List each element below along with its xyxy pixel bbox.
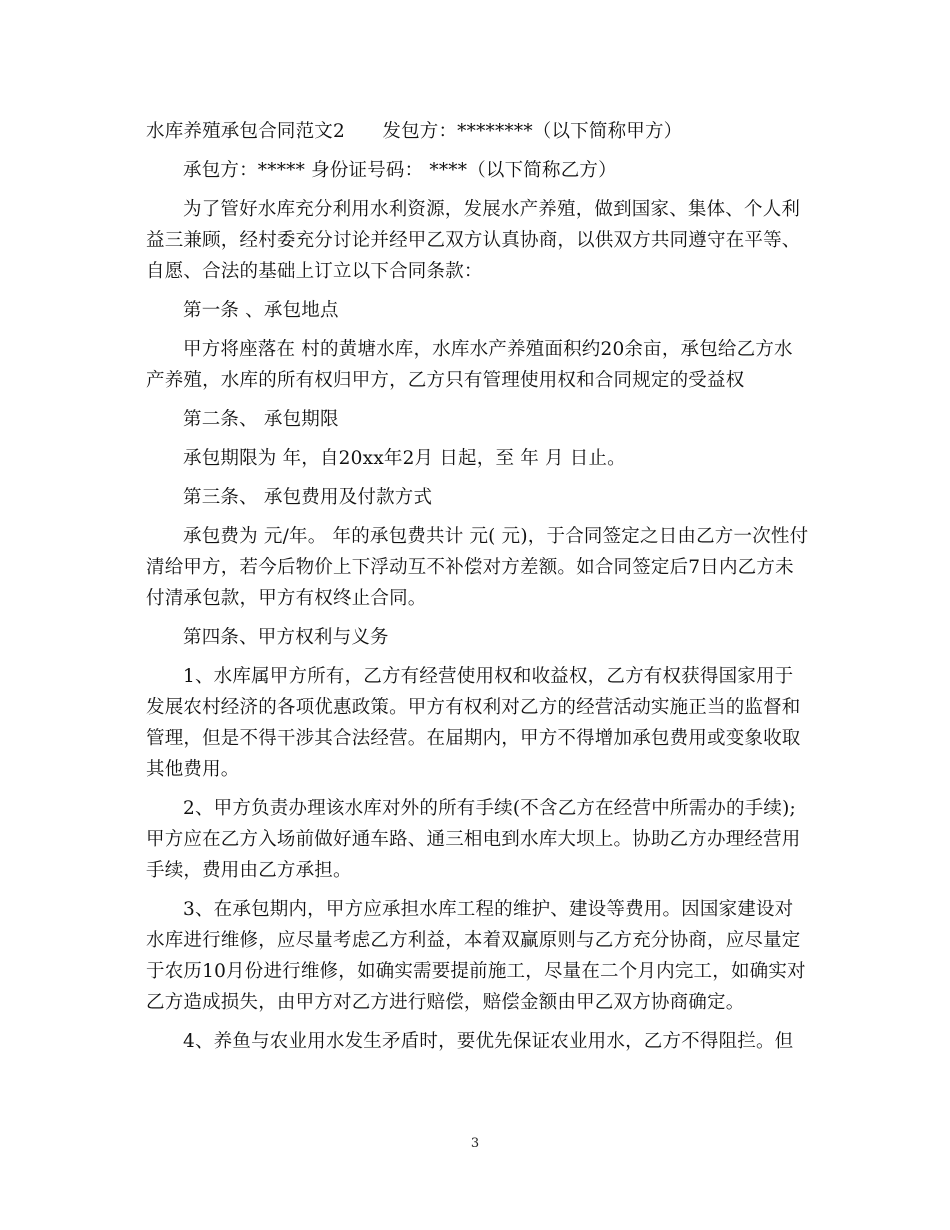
article-4-item-3: 3、在承包期内，甲方应承担水库工程的维护、建设等费用。因国家建设对水库进行维修，应尽量考虑乙方利益，本着双赢原则与乙方充分协商，应尽量定于农历10月份进行维修，如确实需要提前施工，尽量在二个月内完工，如确实对乙方造成损失，由甲方对乙方进行赔偿，赔偿金额由甲乙双方协商确定。 xyxy=(146,899,806,1013)
article-2-heading: 第二条、 承包期限 xyxy=(183,409,339,430)
document-body xyxy=(146,116,811,1065)
contract-title-line: 水库养殖承包合同范文2 发包方：********（以下简称甲方） xyxy=(146,121,683,142)
article-3-heading: 第三条、 承包费用及付款方式 xyxy=(183,487,433,508)
page-number: 3 xyxy=(470,1136,480,1151)
article-1-body: 甲方将座落在 村的黄塘水库，水库水产养殖面积约20余亩，承包给乙方水产养殖，水库的所有权归甲方，乙方只有管理使用权和合同规定的受益权 xyxy=(146,339,793,391)
article-1-heading: 第一条 、承包地点 xyxy=(183,300,339,321)
article-4-item-4: 4、养鱼与农业用水发生矛盾时，要优先保证农业用水，乙方不得阻拦。但 xyxy=(183,1031,794,1052)
article-4-heading: 第四条、甲方权利与义务 xyxy=(183,627,389,648)
article-4-item-1: 1、水库属甲方所有，乙方有经营使用权和收益权，乙方有权获得国家用于发展农村经济的各项优惠政策。甲方有权利对乙方的经营活动实施正当的监督和管理，但是不得干涉其合法经营。在届期内，甲方不得增加承包费用或变象收取其他费用。 xyxy=(146,666,801,780)
preamble-paragraph: 为了管好水库充分利用水利资源，发展水产养殖，做到国家、集体、个人利益三兼顾，经村委充分讨论并经甲乙双方认真协商，以供双方共同遵守在平等、自愿、合法的基础上订立以下合同条款： xyxy=(146,199,801,282)
article-4-item-2: 2、甲方负责办理该水库对外的所有手续(不含乙方在经营中所需办的手续);甲方应在乙方入场前做好通车路、通三相电到水库大坝上。协助乙方办理经营用手续，费用由乙方承担。 xyxy=(146,798,801,881)
article-3-body: 承包费为 元/年。 年的承包费共计 元( 元)，于合同签定之日由乙方一次性付清给甲方，若今后物价上下浮动互不补偿对方差额。如合同签定后7日内乙方未付清承包款，甲方有权终止合同。 xyxy=(146,526,809,609)
contractor-line: 承包方：***** 身份证号码： ****（以下简称乙方） xyxy=(183,160,617,181)
article-2-body: 承包期限为 年，自20xx年2月 日起，至 年 月 日止。 xyxy=(183,448,626,469)
